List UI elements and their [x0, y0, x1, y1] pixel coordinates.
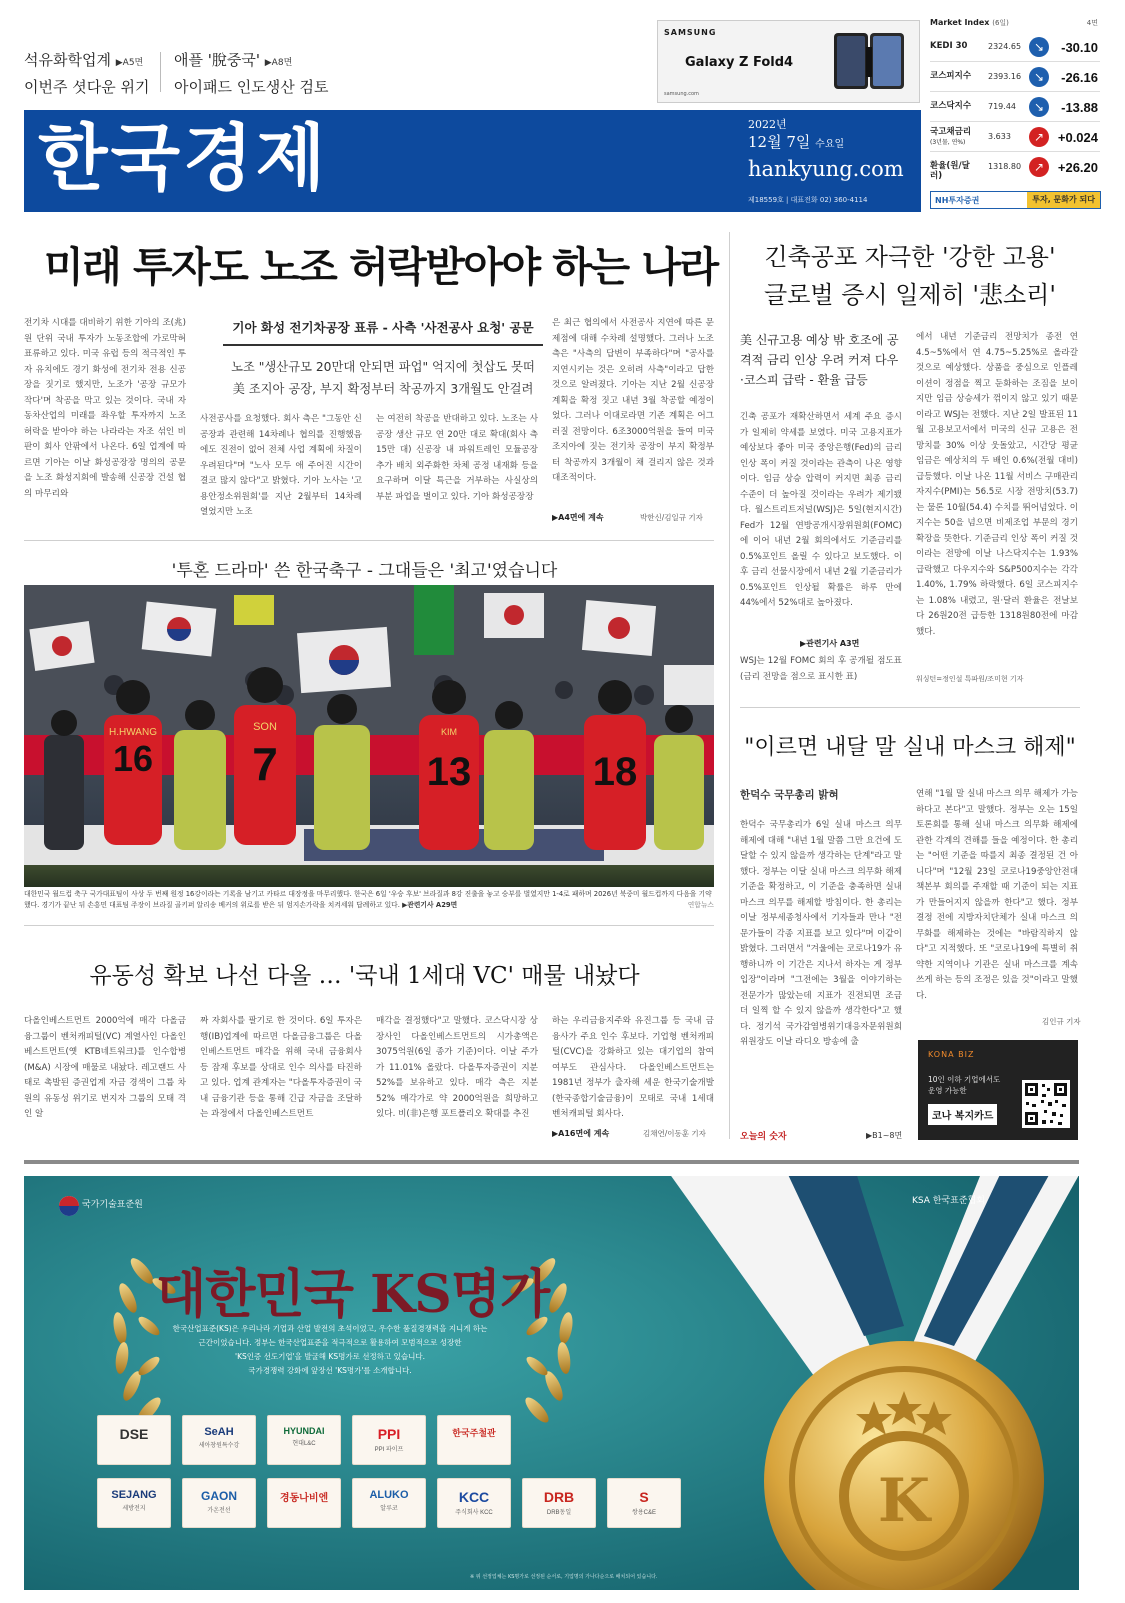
arrow-up-icon: ↗ — [1029, 127, 1049, 147]
market-index-panel — [930, 18, 1100, 213]
ks-ad-footnote: ※ 위 선정업체는 KS명가로 선정된 순서로, 기업명의 가나다순으로 배치되어 있습니다. — [470, 1574, 658, 1580]
svg-text:K: K — [877, 1466, 931, 1536]
main-headline[interactable]: 미래 투자도 노조 허락받아야 하는 나라 — [44, 243, 718, 291]
jersey-number: 18 — [592, 750, 638, 794]
jersey-name: H.HWANG — [109, 727, 157, 738]
teaser-petrochemical[interactable] — [24, 48, 149, 99]
market-row: 환율(원/달러) 1318.80 ↗ +26.20 — [930, 152, 1100, 182]
caption-ref[interactable]: ▶관련기사 A29면 — [402, 901, 458, 909]
arrow-up-icon: ↗ — [1029, 157, 1049, 177]
masthead-day: 12월 7일 — [748, 133, 811, 151]
market-row: 코스닥지수 719.44 ↘ -13.88 — [930, 92, 1100, 122]
football-photo[interactable] — [24, 585, 714, 887]
ks-ad-description: 한국산업표준(KS)은 우리나라 기업과 산업 발전의 초석이었고, 우수한 품질경쟁력을 지니게 하는 근간이었습니다. 정부는 한국산업표준을 적극적으로 활용하여 모범적으로 성장한 'KS인증 선도기업'을 발굴해 KS명가로 선정하고 있습니다. 국가경쟁력 강화에 앞장선 'KS명가'를 소개합니다. — [172, 1324, 488, 1375]
company-logo[interactable]: GAON 가온전선 — [182, 1478, 256, 1528]
mask-headline[interactable]: "이르면 내달 말 실내 마스크 해제" — [744, 735, 1076, 760]
section-divider — [24, 925, 714, 926]
photo-credit: 연합뉴스 — [687, 901, 714, 909]
masthead-issue: 제18559호 | 대표전화 02) 360-4114 — [748, 196, 868, 204]
company-logo[interactable]: HYUNDAI 현대L&C — [267, 1415, 341, 1465]
market-row: KEDI 30 2324.65 ↘ -30.10 — [930, 32, 1100, 62]
daol-col1: 다올인베스트먼트 2000억에 매각 다올금융그룹이 벤처캐피털(VC) 계열사인 다올인베스트먼트(옛 KTB네트워크)를 인수합병(M&A) 시장에 매물로 내놨다. 레고랜드 사태로 촉발된 증권업계 자금 경색이 그룹 차원의 유동성 위기로 번지자 그룹의 모태 격인 알 — [24, 1016, 186, 1119]
market-title: Market Index (6일) — [930, 18, 1009, 27]
jersey-number: 16 — [112, 738, 154, 779]
teaser-title: 석유화학업계 — [24, 51, 111, 69]
ad-url: samsung.com — [664, 91, 699, 97]
market-row: 코스피지수 2393.16 ↘ -26.16 — [930, 62, 1100, 92]
jersey-number: 13 — [426, 750, 472, 794]
ad-product: Galaxy Z Fold4 — [685, 55, 794, 70]
football-headline[interactable]: '투혼 드라마' 쓴 한국축구 - 그대들은 '최고'였습니다 — [171, 561, 558, 581]
main-story-subhead: 노조 "생산규모 20만대 안되면 파업" 억지에 첫삽도 못떠 — [231, 360, 535, 374]
jersey-number: 7 — [252, 738, 278, 790]
mask-col1: 한덕수 국무총리가 6일 실내 마스크 의무 해제에 대해 "내년 1월 말쯤 그만 요건에 도달할 수 있지 않을까 생각하는 단계"라고 말했다. 정부는 이달 실내 마스크 의무화 해제 기준을 확정하고, 이 기준을 충족하면 실내 마스크 의무를 해제할 방침이다. 한 총리는 이날 정부세종청사에서 기자들과 만나 "전문가들이 각종 지표를 보고 있다"며 이같이 밝혔다. 그러면서 "겨울에는 코로나19가 유행하니까 이 기간은 지나서 하자는 게 정부 입장"이라며 "그전에는 3월을 이야기하는 전문가가 많았는데 지표가 진전되면 조금 더 일찍 할 수 있지 않을까 생각한다"고 했다. 정기석 국가감염병위기대응자문위원회 위원장도 이날 라디오 방송에 출 — [740, 820, 902, 1047]
ad-divider — [24, 1160, 1079, 1164]
foldable-phone-icon — [826, 27, 912, 97]
main-story-col1: 전기차 시대를 대비하기 위한 기아의 조(兆)원 단위 국내 투자가 노동조합에 가로막혀 표류하고 있다. 미국 유럽 등의 적극적인 투자 유치에도 경기 화성에 전기차 전용 신공장을 짓기로 했지만, 노조가 '공장 규모가 작다'며 착공을 막고 있는 것이다. 국내 자동차산업의 미래를 좌우할 투자까지 노조 허락을 받아야 하는 나라라는 자조 섞인 비판이 회사 안팎에서 나온다. 6일 업계에 따르면 기아는 이날 화성공장장 명의의 공문을 노조 화성지회에 발송해 신공장 건설 협의 마무리와 — [24, 318, 186, 499]
market-page-ref: 4면 — [1086, 19, 1098, 27]
photo-caption: 대한민국 월드컵 축구 국가대표팀이 사상 두 번째 원정 16강이라는 기록을 남기고 카타르 대장정을 마무리했다. 한국은 6일 '우승 후보' 브라질과 8강 진출을 놓고 승부를 벌였지만 1-4로 패하며 2026년 북중미 월드컵까지 다음을 기약했다. 경기가 끝난 뒤 손흥민 대표팀 주장이 브라질 골키퍼 알리송 베커의 위로를 받은 뒤 엄지손가락을 치켜세워 답례하고 있다. ▶관련기사 A29면 연합뉴스 — [24, 890, 714, 909]
main-story-subhead: 美 조지아 공장, 부지 확정부터 착공까지 3개월도 안걸려 — [232, 382, 534, 396]
kona-card-ad[interactable] — [918, 1040, 1078, 1140]
byline: 김인규 기자 — [1042, 1017, 1081, 1026]
market-row: 국고채금리 (3년물, 연%) 3.633 ↗ +0.024 — [930, 122, 1100, 152]
company-logo[interactable]: 한국주철관 — [437, 1415, 511, 1465]
arrow-down-icon: ↘ — [1029, 67, 1049, 87]
masthead-site[interactable]: hankyung.com — [748, 157, 904, 181]
company-logo[interactable]: PPI PPI 파이프 — [352, 1415, 426, 1465]
jersey-name: SON — [253, 721, 277, 733]
section-divider — [24, 540, 714, 541]
mask-col2: 연해 "1월 말 실내 마스크 의무 해제가 가능하다고 본다"고 말했다. 정부는 오는 15일 토론회를 통해 실내 마스크 의무화 해제에 관한 각계의 견해를 들을 예정이다. 한 총리는 "어떤 기준을 따를지 최종 결정된 건 아니다"며 "12월 23일 코로나19중앙안전대책본부 회의를 주재할 때 기준이 되는 지표가 만들어지지 않을까 한다"고 했다. 정부 결정 전에 지방자치단체가 실내 마스크 의무화를 해제하는 것에는 "바람직하지 않다"고 지적했다. 또 "코로나19에 특별히 취약한 지역이나 기관은 실내 마스크를 계속 쓰게 하는 등의 조정은 있을 것"이라고 말했다. — [916, 789, 1078, 1001]
arrow-down-icon: ↘ — [1029, 97, 1049, 117]
company-logo[interactable]: KCC 주식회사 KCC — [437, 1478, 511, 1528]
ks-org-left: 국가기술표준원 — [82, 1200, 143, 1210]
masthead-weekday: 수요일 — [815, 139, 845, 150]
teaser-subtitle: 아이패드 인도생산 검토 — [174, 78, 329, 96]
company-logo[interactable]: 경동나비엔 — [267, 1478, 341, 1528]
masthead-year: 2022년 — [748, 118, 787, 131]
nh-slogan: 투자, 문화가 되다 — [1027, 192, 1100, 208]
kona-brand: KONA BIZ — [928, 1050, 975, 1059]
kona-card-label: 코나 복지카드 — [928, 1104, 997, 1125]
football-team-photo — [24, 585, 714, 887]
continue-link[interactable]: ▶A4면에 계속 — [552, 513, 604, 522]
main-story-col2: 사전공사를 요청했다. 회사 측은 "그동안 신공장과 관련해 14차례나 협의를 진행했음에도 진전이 없어 전체 사업 계획에 차질이 우려된다"며 "노사 모두 애 주어진 시간이 결코 많지 않다"고 밝혔다. 기아 노사는 '고용안정소위원회'를 지난 2월부터 14차례 열었지만 노조 — [200, 414, 362, 517]
right-subhead: 美 신규고용 예상 밖 호조에 공격적 금리 인상 우려 커져 다우·코스피 급락 - 환율 급등 — [740, 333, 899, 387]
company-logo[interactable]: SeAH 세아창원특수강 — [182, 1415, 256, 1465]
main-story-kicker: 기아 화성 전기차공장 표류 - 사측 '사전공사 요청' 공문 — [223, 318, 543, 346]
arrow-down-icon: ↘ — [1029, 37, 1049, 57]
main-story-col3: 는 여전히 착공을 반대하고 있다. 노조는 사공장 생산 규모 연 20만 대로 확대(회사 측 15만 대) 신공장 내 파워트레인 모듈공장 추가 배치 외주화한 차체 공정 내재화 등을 요구하며 이달 특근을 거부하는 사실상의 부분 파업을 벌이고 있다. 기아 화성공장장 — [376, 414, 538, 502]
company-logo[interactable]: DSE — [97, 1415, 171, 1465]
teaser-subtitle: 이번주 셧다운 위기 — [24, 78, 150, 96]
related-ref[interactable]: ▶관련기사 A3면 — [800, 639, 860, 648]
company-logo[interactable]: S 쌍용C&E — [607, 1478, 681, 1528]
nh-label: NH투자증권 — [935, 196, 980, 205]
kona-copy: 10인 이하 기업에서도 운영 가능한 — [928, 1075, 1001, 1095]
right-story-col1-tail: WSJ는 12월 FOMC 회의 후 공개될 점도표(금리 전망을 점으로 표시한 표) — [740, 656, 902, 682]
right-headline[interactable]: 긴축공포 자극한 '강한 고용' 글로벌 증시 일제히 '悲소리' — [764, 243, 1056, 309]
masthead-date — [748, 118, 904, 183]
ks-ad-title: 대한민국 KS명가 — [156, 1264, 550, 1325]
daol-col2: 짜 자회사를 팔기로 한 것이다. 6일 투자은행(IB)업계에 따르면 다올금융그룹은 다올인베스트먼트 매각을 위해 국내 금융회사 등 잠재 후보를 상대로 인수 의사를 타진하고 있다. 업계 관계자는 "다올투자증권이 국내 금융기관 등을 통해 긴급 자금을 조달하는 과정에서 다올인베스트먼트 — [200, 1016, 362, 1119]
samsung-ad[interactable] — [657, 20, 920, 103]
daol-col3: 매각을 결정했다"고 말했다. 코스닥시장 상장사인 다올인베스트먼트의 시가총액은 3075억원(6일 종가 기준)이다. 이날 주가가 11.01% 올랐다. 다올투자증권이 지분 52%를 보유하고 있다. 매각 측은 지분 52% 매각가로 약 2000억원을 희망하고 있다. 비(非)은행 포트폴리오 확대를 추진 — [376, 1016, 538, 1119]
teaser-apple[interactable] — [174, 48, 328, 99]
mask-subhead: 한덕수 국무총리 밝혀 — [740, 789, 839, 801]
byline: 워싱턴=정인설 특파원/조미현 기자 — [916, 675, 1024, 683]
right-story-col2: 에서 내년 기준금리 전망치가 종전 연 4.5~5%에서 연 4.75~5.25%로 올라갈 것으로 예상했다. 상품을 중심으로 인플레이션이 정점을 찍고 둔화하는 조짐을 보이지만 임금 상승세가 꺾이지 않고 있기 때문이라고 WSJ는 전했다. 지난 2일 발표된 11월 고용보고서에서 미국의 신규 고용은 전망치를 30% 이상 웃돌았고, 시간당 평균 임금은 예상치의 두 배인 0.6%(전월 대비) 급등했다. 이날 나온 11월 서비스 구매관리자지수(PMI)는 56.5로 시장 전망치(53.7)는 물론 10월(54.4) 수치를 뛰어넘었다. 이 지수는 50을 넘으면 비제조업 부문의 경기 확장을 뜻한다. 기준금리 인상 폭이 커질 것이라는 전망에 이날 나스닥지수는 1.93% 급락했고 다우지수와 S&P500지수는 각각 1.40%, 1.79% 하락했다. 6일 코스피지수는 1.08% 내렸고, 원·달러 환율은 전날보다 26원20전 급등한 1318원80전에 마감했다. — [916, 332, 1078, 637]
company-logo[interactable]: SEJANG 세방전지 — [97, 1478, 171, 1528]
newspaper-logo[interactable]: 한국경제 — [38, 116, 329, 200]
right-story-col1: 긴축 공포가 재확산하면서 세계 주요 증시가 일제히 약세를 보였다. 미국 고용지표가 예상보다 좋아 미국 중앙은행(Fed)의 금리 인상 폭이 커질 것이라는 관측이 나온 영향이다. 임금 상승 압력이 커지면 최종 금리 수준이 더 높아질 것이라는 우려가 제기됐다. 월스트리트저널(WSJ)은 5일(현지시간) Fed가 12월 연방공개시장위원회(FOMC)에 이어 내년 2월 회의에서도 기준금리를 0.5%포인트 올릴 수 있다고 보도했다. 이후 금리 선물시장에서 내년 2월 기준금리가 0.5%포인트 인상될 확률은 하루 만에 44%에서 52%대로 높아졌다. — [740, 412, 902, 608]
index-footer-pages: ▶B1~8면 — [866, 1131, 903, 1140]
jersey-name: KIM — [440, 727, 458, 737]
teaser-page: ▶A8면 — [264, 58, 293, 68]
ks-org-right: KSA 한국표준협회 — [912, 1196, 985, 1206]
company-logo[interactable]: ALUKO 알루코 — [352, 1478, 426, 1528]
company-logo[interactable]: DRB DRB동일 — [522, 1478, 596, 1528]
section-divider — [740, 707, 1080, 708]
main-story-subheads — [223, 318, 543, 400]
daol-headline[interactable]: 유동성 확보 나선 다올 … '국내 1세대 VC' 매물 내놨다 — [89, 963, 640, 989]
qr-code-icon[interactable] — [1022, 1080, 1070, 1128]
main-story-col4: 은 최근 협의에서 사전공사 지연에 따른 문제점에 대해 수차례 설명했다. 그러나 노조 측은 "사측의 답변이 부족하다"며 "공사를 지연시키는 것은 오히려 사측"이라고 답한 것으로 알려졌다. 기아는 지난 2월 신공장 계획을 확정 짓고 내년 3월 착공할 예정이었다. 그러나 이대로라면 기존 계획은 어그러질 전망이다. 6조3000억원을 들여 미국 조지아에 짓는 전기차 공장이 부지 확정부터 착공까지 3개월이 채 걸리지 않은 것과 대조적이다. — [552, 318, 714, 483]
teaser-divider — [160, 52, 161, 92]
continue-link[interactable]: ▶A16면에 계속 — [552, 1129, 610, 1138]
daol-col4: 하는 우리금융지주와 유진그룹 등 국내 금융사가 주요 인수 후보다. 기업형 벤처캐피털(CVC)을 강화하고 있는 대기업의 참여 여부도 관심사다. 다올인베스트먼트는 1981년 정부가 출자해 세운 한국기술개발(한국종합기술금융)이 모태로 국내 1세대 벤처캐피털 회사다. — [552, 1016, 714, 1119]
nh-investment-ad[interactable] — [930, 191, 1101, 209]
byline: 박한신/김일규 기자 — [640, 513, 703, 522]
teaser-title: 애플 '脫중국' — [174, 51, 260, 69]
byline: 김채연/이동훈 기자 — [643, 1129, 706, 1138]
ad-brand: SAMSUNG — [664, 28, 717, 37]
column-divider — [729, 232, 730, 1139]
teaser-page: ▶A5면 — [115, 58, 144, 68]
index-footer-label[interactable]: 오늘의 숫자 — [740, 1132, 787, 1142]
